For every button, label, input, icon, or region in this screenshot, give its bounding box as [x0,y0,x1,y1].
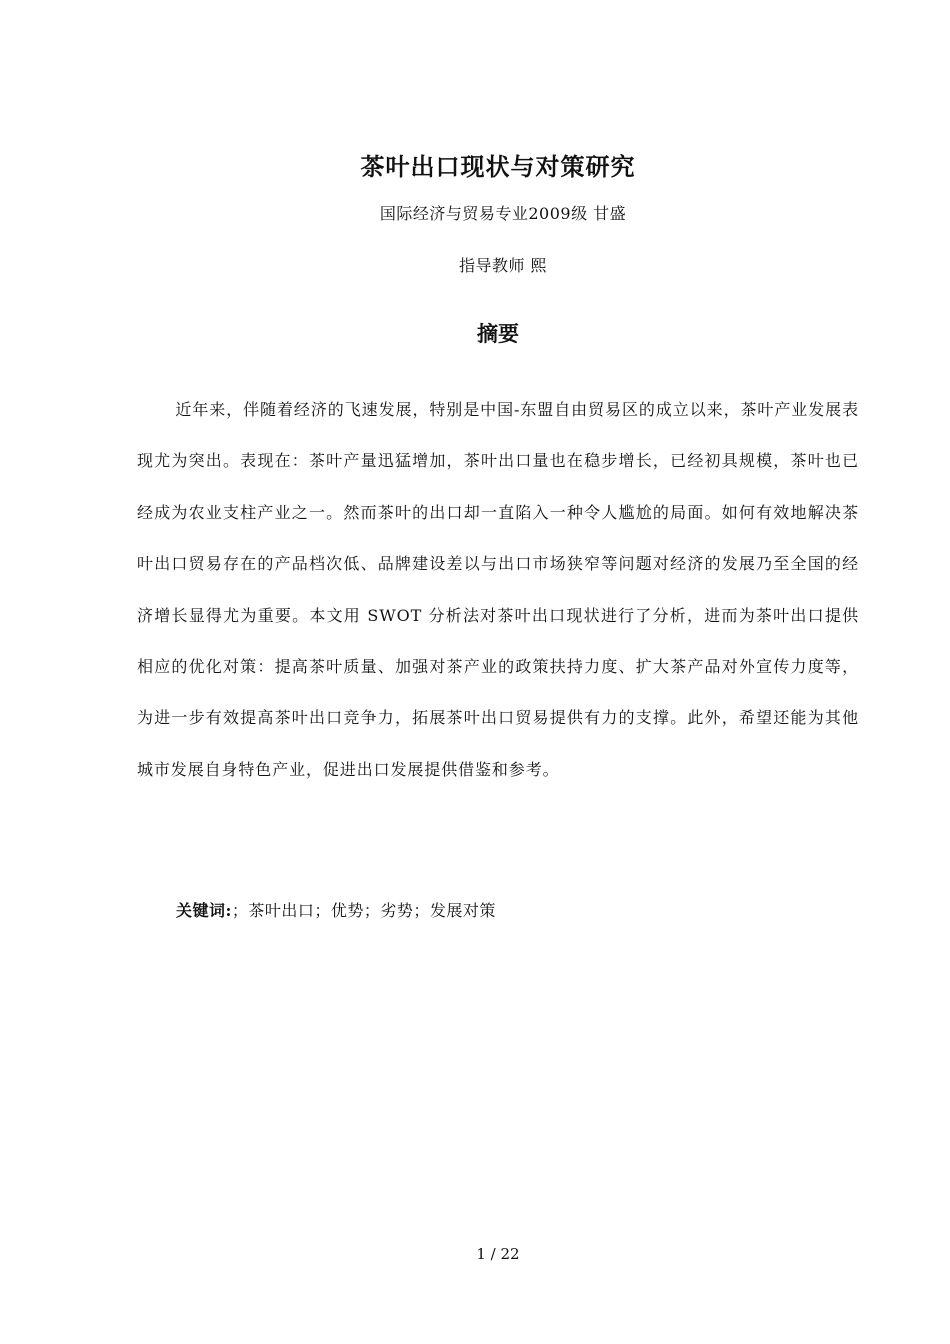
keywords-line [176,898,496,921]
author-line: 国际经济与贸易专业2009级 甘盛 [379,204,627,223]
keywords-label: 关键词: [176,901,232,920]
advisor-line: 指导教师 熙 [458,256,548,275]
abstract-heading: 摘要 [477,321,519,346]
page-number: 1 / 22 [476,1245,520,1263]
paper-title: 茶叶出口现状与对策研究 [360,152,636,181]
keywords-value: ；茶叶出口；优势；劣势；发展对策 [231,901,496,920]
abstract-body: 近年来，伴随着经济的飞速发展，特别是中国-东盟自由贸易区的成立以来，茶叶产业发展表现尤为突出。表现在：茶叶产量迅猛增加，茶叶出口量也在稳步增长，已经初具规模，茶叶也已经成为农业支柱产业之一。然而茶叶的出口却一直陷入一种令人尴尬的局面。如何有效地解决茶叶出口贸易存在的产品档次低、品牌建设差以与出口市场狭窄等问题对经济的发展乃至全国的经济增长显得尤为重要。本文用 SWOT 分析法对茶叶出口现状进行了分析，进而为茶叶出口提供相应的优化对策：提高茶叶质量、加强对茶产业的政策扶持力度、扩大茶产品对外宣传力度等，为进一步有效提高茶叶出口竞争力，拓展茶叶出口贸易提供有力的支撑。此外，希望还能为其他城市发展自身特色产业，促进出口发展提供借鉴和参考。 [137,400,859,779]
